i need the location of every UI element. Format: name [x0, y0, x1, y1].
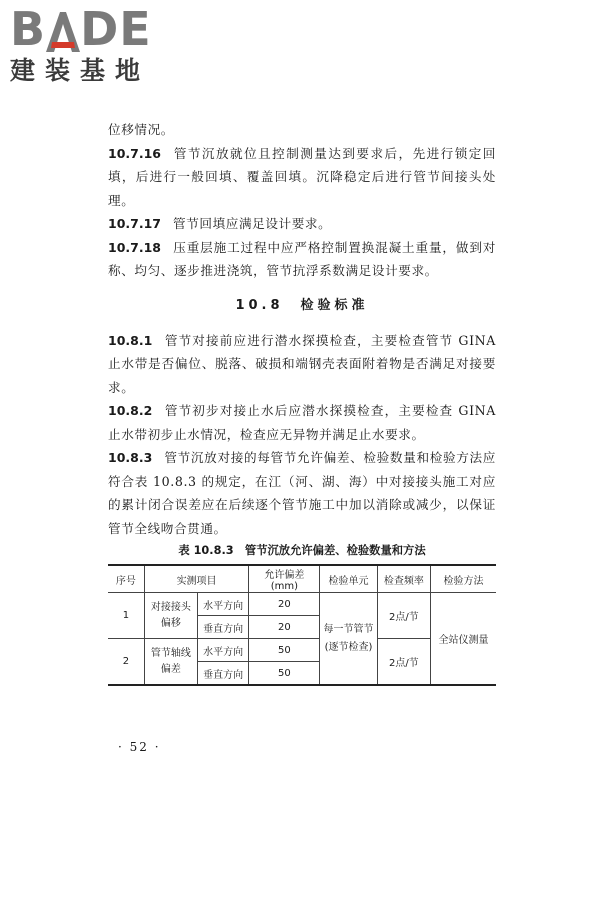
direction: 水平方向 — [197, 593, 248, 616]
tolerance-value: 50 — [249, 639, 320, 662]
paragraph: 10.8.1 管节对接前应进行潜水探摸检查，主要检查管节 GINA 止水带是否偏位、脱落、破损和端钢壳表面附着物是否满足对接要求。 — [108, 332, 496, 395]
logo-wordmark: B DE — [10, 2, 152, 56]
table-header-row — [108, 565, 496, 593]
page-body — [108, 118, 496, 686]
item-name: 管节轴线偏差 — [144, 639, 197, 686]
clause-number: 10.8.3 — [108, 450, 153, 465]
clause-number: 10.7.17 — [108, 216, 161, 231]
col-header: 检验方法 — [431, 565, 496, 593]
logo-a-glyph — [46, 12, 80, 52]
tolerance-value: 20 — [249, 593, 320, 616]
tolerance-value: 50 — [249, 662, 320, 686]
col-header: 序号 — [108, 565, 144, 593]
inspection-unit: 每一节管节(逐节检查) — [320, 593, 377, 686]
inspection-method: 全站仪测量 — [431, 593, 496, 686]
item-name: 对接接头偏移 — [144, 593, 197, 639]
clause-number: 10.8.1 — [108, 332, 153, 348]
paragraph: 10.7.17 管节回填应满足设计要求。 — [108, 216, 332, 231]
clause-number: 10.8.2 — [108, 403, 153, 418]
frequency: 2点/节 — [377, 593, 430, 639]
paragraph: 10.7.18 压重层施工过程中应严格控制置换混凝土重量，做到对称、均匀、逐步推进浇筑，管节抗浮系数满足设计要求。 — [108, 239, 496, 278]
section-title: 10.8 检验标准 — [235, 297, 369, 313]
row-number: 2 — [108, 639, 144, 686]
clause-number: 10.7.18 — [108, 239, 161, 255]
direction: 垂直方向 — [197, 662, 248, 686]
direction: 水平方向 — [197, 639, 248, 662]
page-number: · 52 · — [118, 740, 161, 754]
table-caption: 表 10.8.3 管节沉放允许偏差、检验数量和方法 — [178, 544, 426, 557]
clause-number: 10.7.16 — [108, 145, 161, 161]
col-header: 检验单元 — [320, 565, 377, 593]
site-logo — [10, 4, 180, 86]
direction: 垂直方向 — [197, 616, 248, 639]
paragraph: 10.7.16 管节沉放就位且控制测量达到要求后，先进行锁定回填，后进行一般回填、覆盖回填。沉降稳定后进行管节间接头处理。 — [108, 145, 496, 208]
col-header: 允许偏差(mm) — [249, 565, 320, 593]
col-header: 实测项目 — [144, 565, 249, 593]
tolerance-table — [108, 564, 496, 686]
col-header: 检查频率 — [377, 565, 430, 593]
frequency: 2点/节 — [377, 639, 430, 686]
paragraph: 位移情况。 — [108, 122, 174, 137]
paragraph: 10.8.2 管节初步对接止水后应潜水探摸检查，主要检查 GINA 止水带初步止水情况，检查应无异物并满足止水要求。 — [108, 403, 496, 442]
table-row — [108, 593, 496, 616]
tolerance-value: 20 — [249, 616, 320, 639]
paragraph: 10.8.3 管节沉放对接的每管节允许偏差、检验数量和检验方法应符合表 10.8.3 的规定，在江（河、湖、海）中对接接头施工对应的累计闭合误差应在后续逐个管节施工中加以消除或减少，以保证管节全线吻合贯通。 — [108, 450, 496, 536]
logo-subtitle: 建装基地 — [10, 56, 151, 85]
row-number: 1 — [108, 593, 144, 639]
